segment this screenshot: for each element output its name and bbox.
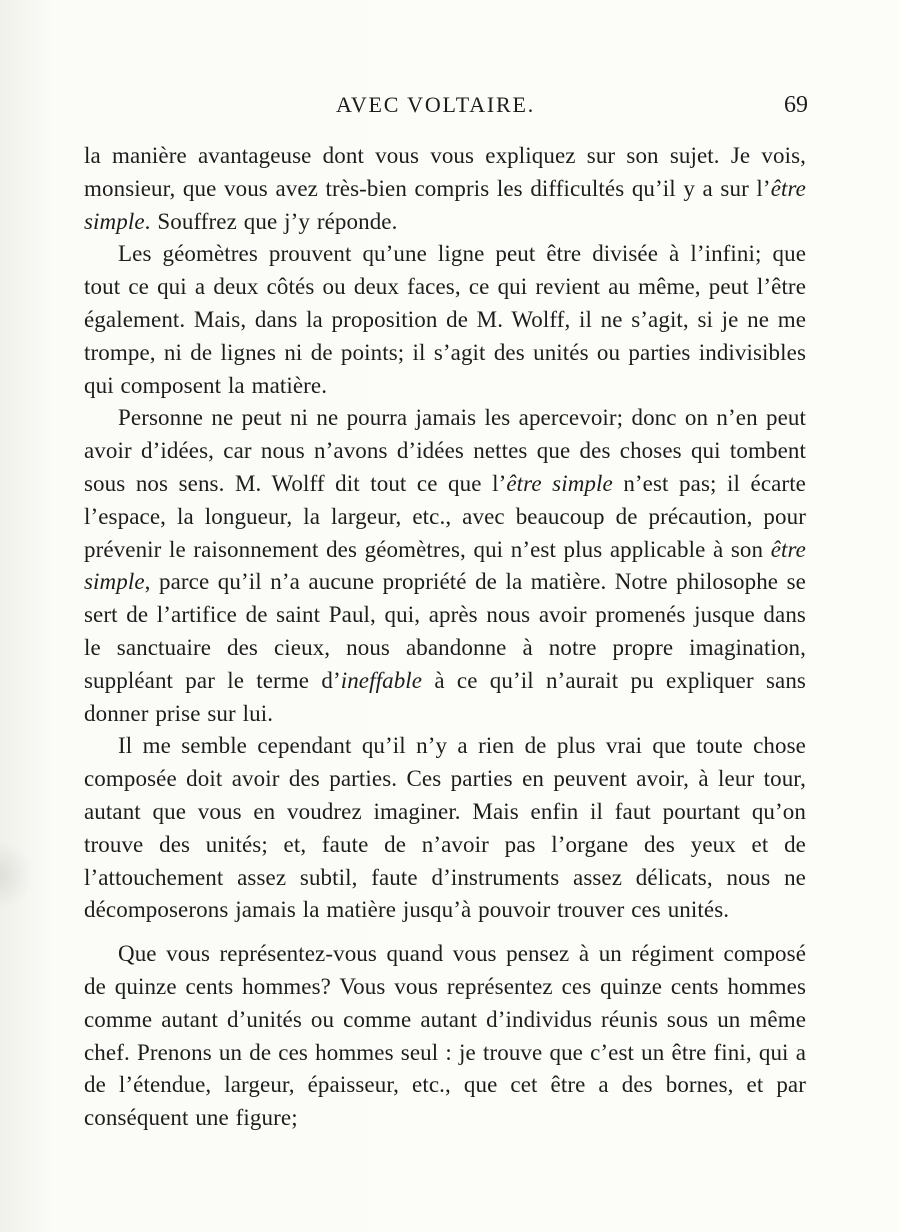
italic-term: être simple	[84, 175, 806, 234]
italic-term: être simple	[506, 470, 613, 496]
paragraph-3	[84, 402, 806, 730]
paragraph-1	[84, 140, 806, 238]
text-run: à ce qu’il n’aurait pu expliquer sans donner prise sur lui.	[84, 667, 806, 726]
gutter-shadow	[0, 840, 34, 910]
text-run: Que vous représentez-vous quand vous pensez à un régiment composé de quinze cents hommes? Vous vous représentez ces quinze cents hommes comme autant d’unités ou comme autant d’individus réunis sous un même chef. Prenons un de ces hommes seul : je trouve que c’est un être fini, qui a de l’étendue, largeur, épaisseur, etc., que cet être a des bornes, et par conséquent une figure;	[84, 941, 806, 1131]
text-run: Il me semble cependant qu’il n’y a rien de plus vrai que toute chose composée doit avoir des parties. Ces parties en peuvent avoir, à leur tour, autant que vous en voudrez imaginer. Mais enfin il faut pourtant qu’on trouve des unités; et, faute de n’avoir pas l’organe des yeux et de l’attouchement assez subtil, faute d’instruments assez délicats, nous ne décomposerons jamais la matière jusqu’à pouvoir trouver ces unités.	[84, 733, 806, 923]
text-run: Personne ne peut ni ne pourra jamais les apercevoir; donc on n’en peut avoir d’idées, car nous n’avons d’idées nettes que des choses qui tombent sous nos sens. M. Wolff dit tout ce que l’	[84, 405, 806, 496]
body-text	[84, 140, 806, 1135]
running-head	[0, 90, 900, 124]
text-run: la manière avantageuse dont vous vous expliquez sur son sujet. Je vois, monsieur, que vous avez très-bien compris les difficultés qu’il y a sur l’	[84, 143, 806, 201]
paragraph-5	[84, 938, 806, 1135]
text-run: , parce qu’il n’a aucune propriété de la matière. Notre philosophe se sert de l’artifice de saint Paul, qui, après nous avoir promenés jusque dans le sanctuaire des cieux, nous abandonne à notre propre imagination, suppléant par le terme d’	[84, 569, 806, 693]
page-number: 69	[784, 92, 808, 118]
running-title: AVEC VOLTAIRE.	[336, 92, 536, 117]
paragraph-4	[84, 730, 806, 927]
italic-term: être simple	[84, 536, 806, 595]
italic-term: ineffable	[340, 667, 423, 693]
text-run: Les géomètres prouvent qu’une ligne peut être divisée à l’infini; que tout ce qui a deux côtés ou deux faces, ce qui revient au même, peut l’être également. Mais, dans la proposition de M. Wolff, il ne s’agit, si je ne me trompe, ni de lignes ni de points; il s’agit des unités ou parties indivisibles qui composent la matière.	[84, 241, 806, 398]
text-run: . Souffrez que j’y réponde.	[144, 208, 398, 234]
text-run: n’est pas; il écarte l’espace, la longueur, la largeur, etc., avec beaucoup de précaution, pour prévenir le raisonnement des géomètres, qui n’est plus applicable à son	[84, 470, 806, 562]
paragraph-2	[84, 238, 806, 402]
